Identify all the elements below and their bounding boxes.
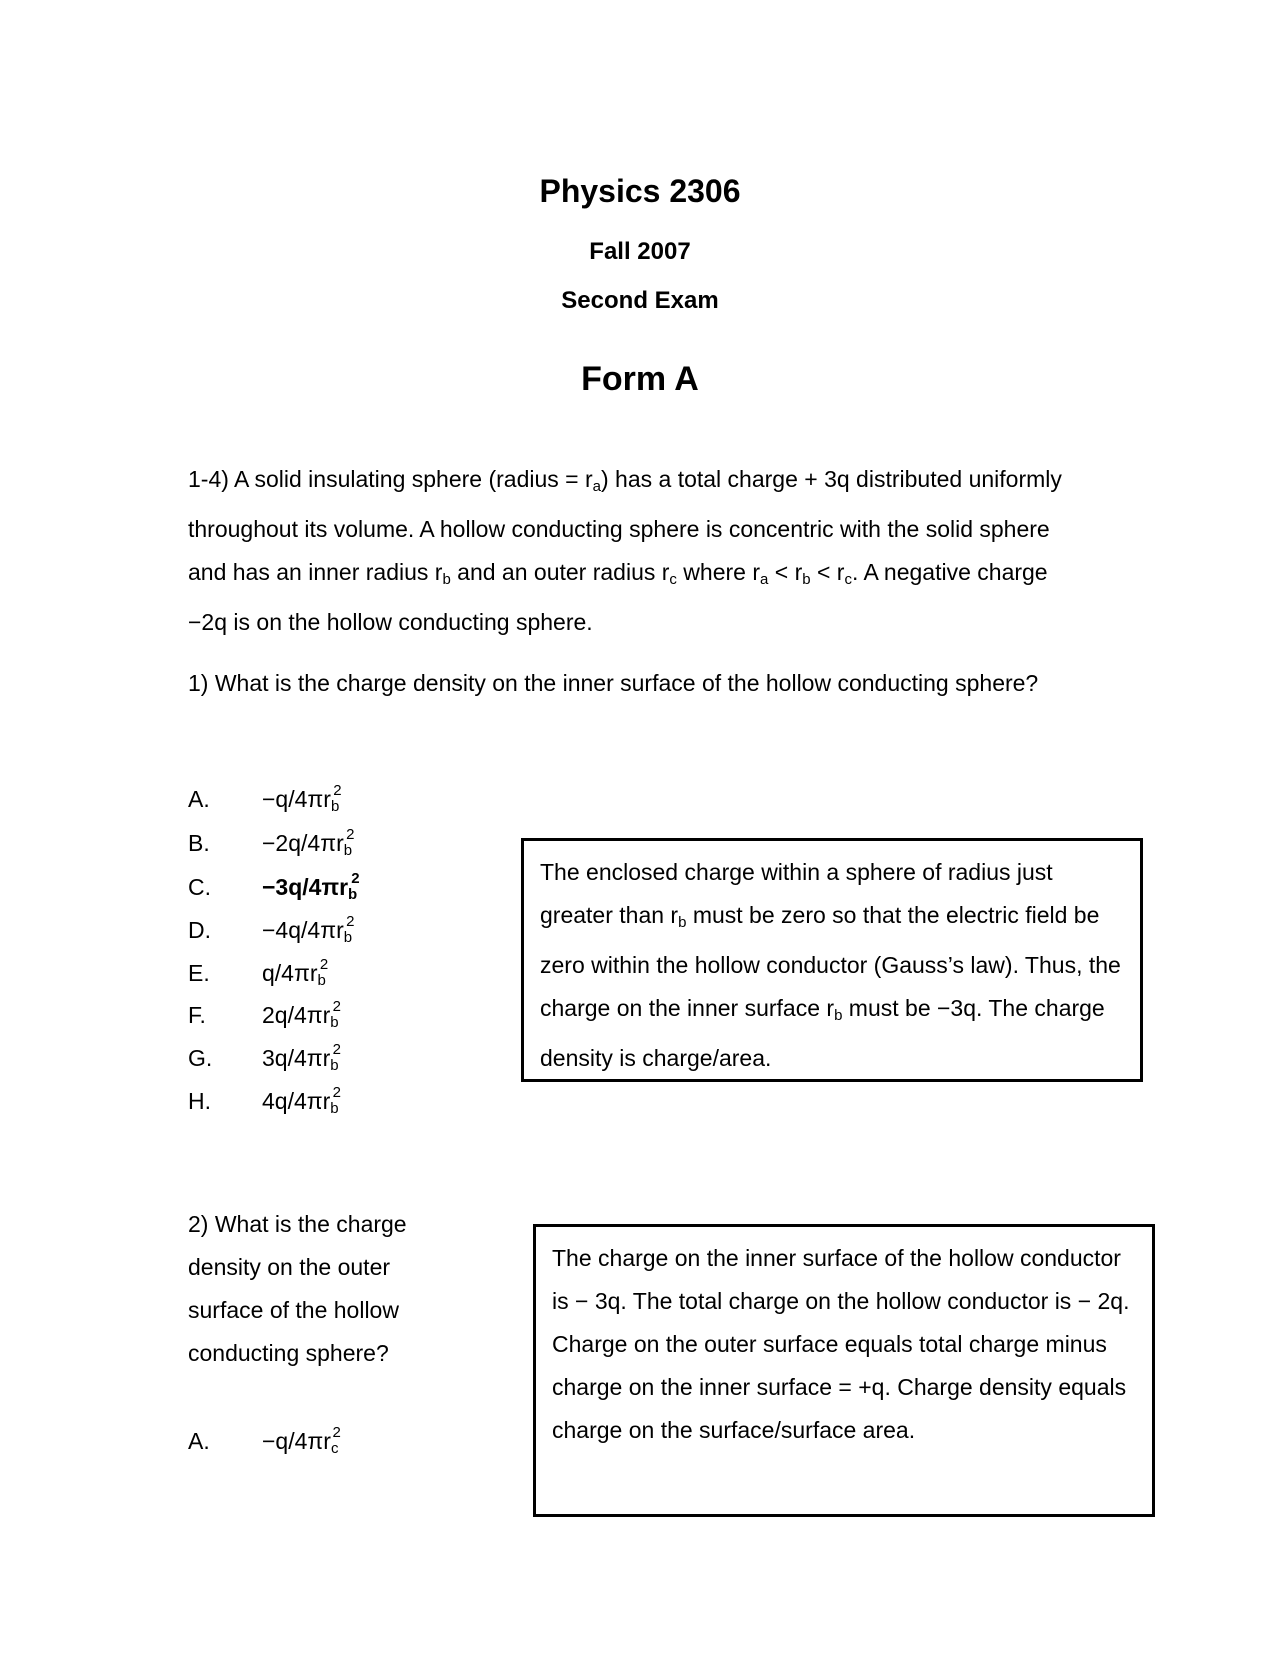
- exam-name: Second Exam: [561, 287, 719, 314]
- option-d[interactable]: D. $-4q/4\pi r_b^2$: [188, 913, 355, 946]
- problem-intro: 1-4) A solid insulating sphere (radius = $r_a$) has a total charge + 3q distributed uniformly throughout its volume. A hollow conducting sphere is concentric with the solid sphere and has an inner radius $r_b$ and an outer radius $r_c$ where $r_a < r_b < r_c$. A negative charge −2q is on the hollow conducting sphere.: [188, 466, 1062, 635]
- option-a[interactable]: A. $-q/4\pi r_b^2$: [188, 782, 342, 815]
- option-g[interactable]: G. $3q/4\pi r_b^2$: [188, 1041, 341, 1074]
- q2-option-a[interactable]: A. $-q/4\pi r_c^2$: [188, 1424, 341, 1457]
- option-b[interactable]: B. $-2q/4\pi r_b^2$: [188, 826, 355, 859]
- explanation-box-1: The enclosed charge within a sphere of radius just greater than $r_b$ must be zero so that the electric field be zero within the hollow conductor (Gauss’s law). Thus, the charge on the inner surface $r_b$ must be −3q. The charge density is charge/area.: [521, 838, 1143, 1082]
- exam-form: Form A: [581, 360, 699, 398]
- page-title: Physics 2306: [539, 173, 741, 209]
- explanation-box-2: The charge on the inner surface of the hollow conductor is − 3q. The total charge on the hollow conductor is − 2q. Charge on the outer surface equals total charge minus charge on the inner surface = +q. Charge density equals charge on the surface/surface area.: [533, 1224, 1155, 1517]
- option-e[interactable]: E. $q/4\pi r_b^2$: [188, 956, 329, 989]
- exam-term: Fall 2007: [589, 238, 691, 265]
- question-2-text: 2) What is the charge density on the outer surface of the hollow conducting sphere?: [188, 1211, 407, 1366]
- option-h[interactable]: H. $4q/4\pi r_b^2$: [188, 1084, 341, 1117]
- option-f[interactable]: F. $2q/4\pi r_b^2$: [188, 998, 341, 1031]
- question-1-text: 1) What is the charge density on the inner surface of the hollow conducting sphere?: [188, 670, 1039, 696]
- option-c-correct[interactable]: C. $-3q/4\pi r_b^2$: [188, 870, 360, 903]
